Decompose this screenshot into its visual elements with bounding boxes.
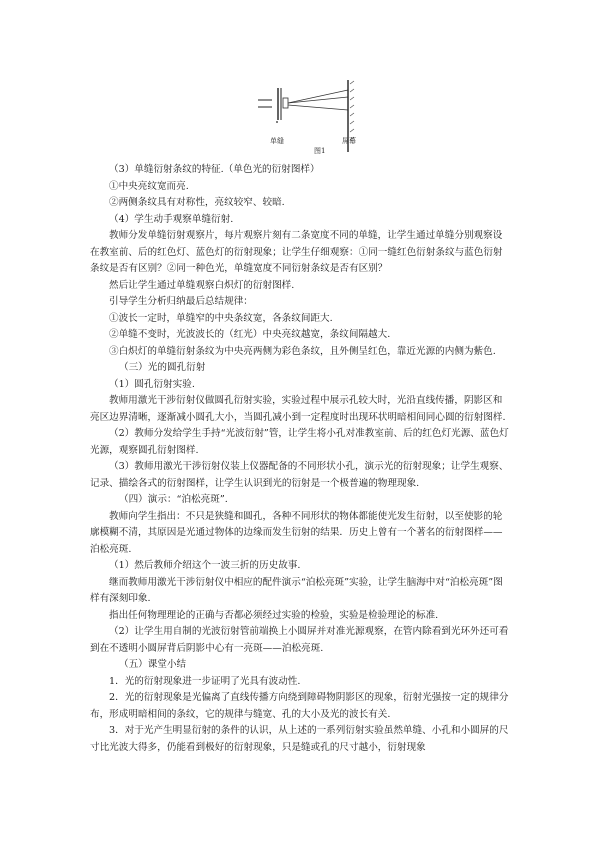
slit-label: 单缝 (270, 137, 284, 145)
paragraph: 教师用激光干涉衍射仪做圆孔衍射实验，实验过程中展示孔较大时，光沿直线传播，阴影区和亮区边界清晰，逐渐减小圆孔大小，当圆孔减小到一定程度时出现环状明暗相间同心圆的衍射图样. (90, 395, 506, 423)
diagram-drawing (250, 70, 370, 160)
paragraph: 指出任何物理理论的正确与否都必须经过实验的检验，实验是检验理论的标准. (109, 609, 439, 621)
paragraph: 教师分发单缝衍射观察片，每片观察片刻有二条宽度不同的单缝，让学生通过单缝分别观察设在教室前、后的红色灯、蓝色灯的衍射现象；让学生仔细观察：①同一缝红色衍射条纹与蓝色衍射条纹是否有区别？②同一种色光，单缝宽度不同衍射条纹是否有区别？ (90, 230, 503, 274)
diffraction-ray-middle (288, 97, 348, 103)
single-slit-diagram (250, 70, 370, 160)
section-heading: （五）课堂小结 (119, 659, 187, 670)
paragraph: ③白炽灯的单缝衍射条纹为中央亮两侧为彩色条纹，且外侧呈红色，靠近光源的内侧为紫色. (109, 345, 496, 357)
section-heading: （三）光的圆孔衍射 (119, 362, 206, 373)
screen-label: 屏幕 (342, 137, 356, 145)
diffraction-ray-upper (288, 90, 348, 103)
paragraph: （3）教师用激光干涉衍射仪装上仪器配备的不同形状小孔，演示光的衍射现象；让学生观察、记录、描绘各式的衍射图样，让学生认识到光的衍射是一个极普遍的物理现象. (90, 461, 509, 489)
paragraph: （3）单缝衍射条纹的特征.（单色光的衍射图样） (109, 164, 320, 175)
paragraph: 1．光的衍射现象进一步证明了光具有波动性. (109, 675, 301, 687)
paragraph: ①波长一定时，单缝窄的中央条纹宽，各条纹间距大. (109, 312, 333, 324)
paragraph: （2）让学生用自制的光波衍射管前端换上小圆屏并对准光源观察，在管内除看到光环外还可看到在不透明小圆屏背后阴影中心有一亮斑——泊松亮斑. (90, 626, 509, 654)
paragraph: （2）教师分发给学生手持“光波衍射”管，让学生将小孔对准教室前、后的红色灯光源、蓝色灯光源，观察圆孔衍射图样. (90, 428, 509, 456)
paragraph: ①中央亮纹宽而亮. (109, 180, 189, 192)
figure-number-label: 图1 (314, 147, 326, 155)
section-heading: （四）演示：“泊松亮斑”. (119, 494, 228, 505)
paragraph: 教师向学生指出：不只是狭缝和圆孔，各种不同形状的物体都能使光发生衍射，以至使影的轮廓模糊不清，其原因是光通过物体的边缘而发生衍射的结果．历史上曾有一个著名的衍射图样——泊松亮斑. (90, 510, 503, 555)
paragraph: （1）然后教师介绍这个一波三折的历史故事. (109, 560, 301, 571)
paragraph: 引导学生分析归纳最后总结规律： (109, 296, 253, 307)
paragraph: ②单缝不变时，光波波长的（红光）中央亮纹越宽，条纹间隔越大. (109, 329, 391, 340)
paragraph: ②两侧条纹具有对称性，亮纹较窄、较暗. (109, 197, 285, 208)
paragraph: （4）学生动手观察单缝衍射. (109, 213, 234, 225)
slit-opening (283, 98, 288, 108)
diffraction-ray-lower (288, 105, 348, 110)
paragraph: （1）圆孔衍射实验. (109, 378, 195, 390)
paragraph: 3．对于光产生明显衍射的条件的认识，从上述的一系列衍射实验虽然单缝、小孔和小圆屏的尺寸比光波大得多，仍能看到极好的衍射现象，只是缝或孔的尺寸越小，衍射现象 (90, 725, 509, 753)
paragraph: 2．光的衍射现象是光偏离了直线传播方向绕到障碍物阴影区的现象，衍射光强按一定的规律分布，形成明暗相间的条纹，它的规律与缝宽、孔的大小及光的波长有关. (90, 692, 509, 720)
body-text (90, 162, 510, 756)
paragraph: 继而教师用激光干涉衍射仪中相应的配件演示“泊松亮斑”实验，让学生脑海中对“泊松亮斑”图样有深刻印象. (90, 576, 503, 604)
paragraph: 然后让学生通过单缝观察白炽灯的衍射图样. (109, 279, 295, 291)
